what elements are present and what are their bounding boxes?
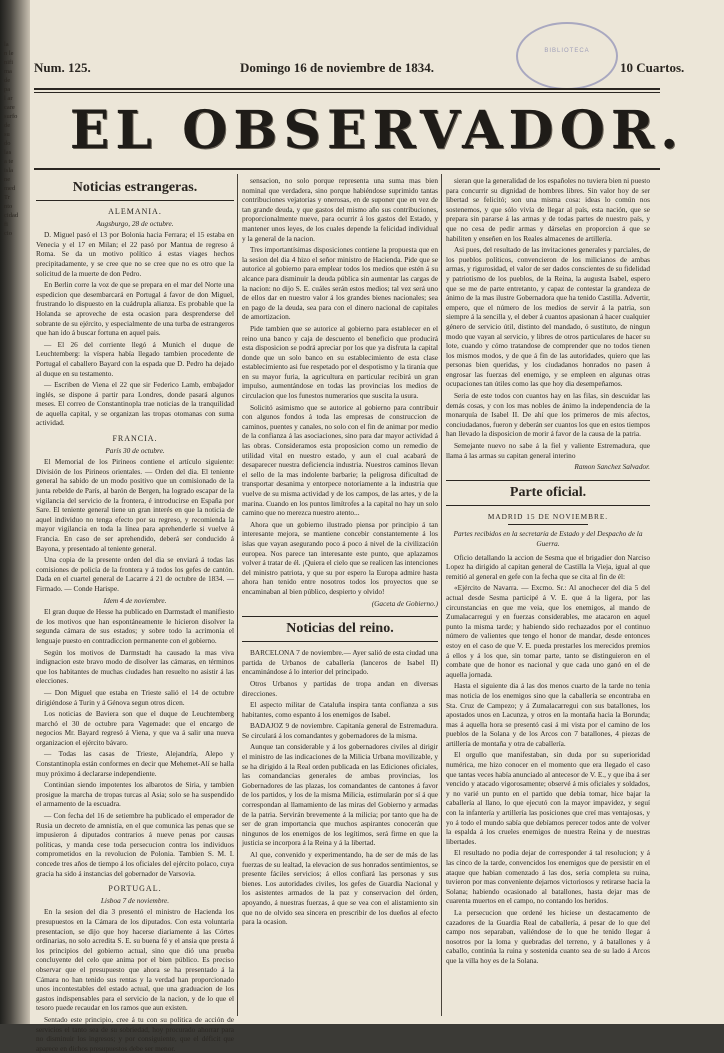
article-paragraph: El aspecto militar de Cataluña inspira tanta confianza a sus habitantes, como espanto á los enemigos de Isabel. — [242, 700, 438, 719]
article-paragraph: — El 26 del corriente llegó á Munich el duque de Leuchtemberg: la víspera había llegado tambien procedente de Portugal el caballero Bayard con la espada que D. Pedro ha dejado al duque en su testamento. — [36, 339, 234, 378]
official-lead: Partes recibidos en la secretaría de Estado y del Despacho de la Guerra. — [453, 529, 643, 548]
source-credit: (Gaceta de Gobierno.) — [371, 598, 438, 608]
section-title-foreign-news: Noticias estrangeras. — [36, 176, 234, 201]
dateline-idem: Idem 4 de noviembre. — [103, 595, 167, 605]
heading-francia: FRANCIA. — [112, 434, 158, 444]
article-paragraph: En la sesion del dia 3 presentó el ministro de Hacienda los presupuestos en la Cámara de los diputados. Con esta voluntaria presentacion, se dijo que hoy hacerse diariamente á las Córtes ordinarias, no solo acredita S. E. su buena fé y el ansia que presta á los principios del gobierno actual, sino que dió una prueba concluyente del celo que anima por el bien público. Es preciso observar que el presupuesto que ahora se ha presentado á la Cámara no han tenido sus rentas y la verdad han proporcionado unos incontestables del estado actual, que una graduacion de los gastos indispensables para el servicio de la nacion, y de lo que el tesoro puede recaudar en los ramos que aun existen. — [36, 907, 234, 1013]
issue-price: 10 Cuartos. — [620, 60, 685, 75]
issue-number: Num. 125. — [34, 60, 91, 75]
article-paragraph: El resultado no podia dejar de corresponder á tal resolucion; y á las cinco de la tarde, convencidos los enemigos que de persistir en el ataque que habian comenzado á las dos, sería completa su ruina, tuvieron por mas conveniente dejarnos victoriosos y retirarse hacia la Solana; habiendo ocasionado al batallones, hasta dejar mas de cuarenta muertos en el campo, no contando los heridos. — [446, 848, 650, 906]
masthead-bottom-rule — [34, 168, 660, 170]
signature-salvador: Ramon Sanchez Salvador. — [574, 462, 650, 472]
article-paragraph: Otros Urbanos y partidas de tropa andan en diversas direcciones. — [242, 678, 438, 698]
heading-portugal: PORTUGAL. — [108, 884, 162, 894]
dateline-lisboa: Lisboa 7 de noviembre. — [100, 895, 170, 905]
library-stamp: BIBLIOTECA — [516, 22, 618, 90]
section-title-official: Parte oficial. — [509, 484, 587, 500]
book-spine-margin — [0, 0, 30, 1024]
article-paragraph: Asi pues, del resultado de las invitaciones generales y parciales, de los pueblos políticos, convencieron de los milicianos de ambas armas, y rigurosidad, el valor de ser dados conscientes de su fidelidad y patriotismo de los pueblos, de la Reina, la augusta Isabel, espero que se me de parte entretanto, y capaz de contestar la grandeza de ánimo de la mas ilustre Gobernadora que ha tenido Castilla. Advertir, empero, que el número de los medios de servir á la patria, son siempre á la sencilla y, el deber á cuantos apasionan á hacer cualquier género de servicio útil, distinto del mandado, ó sustituto, de ningun modo que vayan al servicio, y libres de otros particulares de hacer su lote, cuando y cómo tratandose de comprender que no todos tienen los mismos modos, y de que á fin de las autoridades, quiero que las personas bien queridas, y los ciudadanos honrados no pasen á engrosar las fuerzas del enemigo, y se empleen en algunas otras ocupaciones tan útiles como las que hoy dia desempeñamos. — [446, 245, 650, 389]
article-paragraph: — Don Miguel que estaba en Trieste salió el 14 de octubre dirigiéndose á Turin y á Génova segun otros dicen. — [36, 687, 234, 707]
article-paragraph: El Memorial de los Pirineos contiene el artículo siguiente: División de los Pirineos orientales. — Orden del dia. El teniente general ha sabido de un modo positivo que un comisionado de la junta rebelde de París, al barón de Bergen, ha logrado escapar de la vigilancia del servicio de la frontera, é introducirse en España por Sare. El teniente general tiene un gran interés en que la noticia de aquel individuo no tenga efecto por su regreso, y recomienda la mayor vigilancia en toda la línea para aprehenderle si vuelve á Francia. En caso de ser aprehendido, deberá ser conducido á Bayona, y presentado al teniente general. — [36, 457, 234, 553]
article-paragraph: Los noticias de Baviera son que el duque de Leuchtemberg marchó el 30 de octubre para Vagemade: que el encargo de negocios Mr. Bayard regresó á Viena, y que va á salir una nueva organizacion el ejército bávaro. — [36, 709, 234, 747]
column-2 — [242, 176, 438, 1016]
dateline-paris: París 30 de octubre. — [105, 445, 165, 455]
column-3 — [446, 176, 650, 1016]
dateline-augsburgo: Augsburgo, 28 de octubre. — [96, 218, 174, 228]
masthead-top-rule — [34, 88, 660, 90]
dateline-madrid: MADRID 15 DE NOVIEMBRE. — [487, 511, 609, 521]
article-paragraph: Una copia de la presente orden del dia se enviará á todas las comisiones de policía de la frontera y á todos los gefes de cantón. Dada en el cuartel general de Lacarre á 21 de octubre de 1834. — Firmado. — Conde Harispe. — [36, 555, 234, 593]
article-paragraph: Pide tambien que se autorice al gobierno para establecer en el reino una banco y caja de descuento el beneficio que producirá esta disposicion se podrá apreciar por los que ya disfruta la capital donde que un solo banco en su establecimiento de esta clase establecimiento asi fue respetado por el despotismo y la tiranía que en su mayor furia, la agricultura en particular recibirá un gran impulso, aumentándose en todas las provincias los medios de circulacion que los funestos numerarios que suscita la usura. — [242, 323, 438, 401]
article-paragraph: En Berlin corre la voz de que se prepara en el mar del Norte una espedicion que desembarcará en Portugal á favor de don Miguel, frustrando lo dispuesto en la cuádrupla alianza. Es probable que la Holanda se aproveche de esta ocasion para desprenderse del sobrante de su ejército, y especialmente de una turba de estrangeros que han ido á buscar fortuna en aquel pais. — [36, 280, 234, 338]
article-paragraph: La persecucion que ordené les hiciese un destacamento de cazadores de la Guardia Real de caballería, á pesar de lo que del campo nos separaban, valiéndose de lo que he tenido llegar á nosotros por la loma y quebradas del terreno, y á batallones y á caballo, continúa la ruina y sostenida cuanto sea de su lado á Arcos que la villa hoy es de la Solana. — [446, 907, 650, 965]
article-paragraph: Al que, convenido y experimentando, ha de ser de más de las fuerzas de su lealtad, la elevacion de sus honrados sentimientos, se presente fáciles servicios; á ellos confiará las personas y sus bienes. Los autoridades civiles, los gefes de Guardia Nacional y los asistentes armados de la paz y conservacion del órden, apoyando, á nuestras fuerzas, á que se vea con el alistamiento sin que no de olvido sea sincera en prescribir de los dueños al efecto para la ocasion. — [242, 850, 438, 927]
column-1 — [36, 176, 234, 1053]
masthead-top-rule-thin — [34, 92, 660, 93]
article-paragraph: Aunque tan considerable y á los gobernadores civiles al dirigir el ministro de las indicaciones de la Milicia Urbana movilizable, y se ha dirigido á la Real orden publicada en las Ediciones oficiales, las comandancias generales de ambas provincias, los Gobernadores de las plazas, los comandantes de cantones á favor de los partidos, y los de la misma Milicia, estimularán por sí á que correspondan al llamamiento de las miras del Gobierno y armadas de la patria. Servirán brevemente á la milicia; por tanto que ha de ser de gran importancia que muchos aspirantes conocerán que ningunos de los enemigos de los legítimos, será firme en que la justicia se incorpora á la Reina y á la libertad. — [242, 742, 438, 848]
newspaper-page — [30, 0, 724, 1053]
article-paragraph: Tres importantísimas disposiciones contiene la propuesta que en la sesion del dia 4 hizo el señor ministro de Hacienda. Pide que se autorice al gobierno para emplear todos los medios que estén á su alcance para disminuir la deuda pública sin aumentar las cargas de la nacion: no dijo S. E. cuáles serán estos medios; tal vez será uno de ellos dar en nuestro valor á los grandes bienes nacionales; sea en pago de la deuda, sea para con el dinero nacional de capitales de amortizacion. — [242, 245, 438, 322]
section-title-kingdom-news: Noticias del reino. — [286, 621, 394, 637]
article-paragraph: Según los motivos de Darmstadt ha causado la mas viva indignacion este bravo modo de disolver las cámaras, en términos que los habitantes de muchas ciudades han resuelto no asistir á las elecciones. — [36, 647, 234, 686]
column-divider-2 — [441, 174, 442, 1016]
article-paragraph: Seria de este todos con cuantos hay en las filas, sin descuidar las demás cosas, y con los mas nobles de ánimo la independencia de la monarquía de Isabel II. De ahí que los primeros de mis afectos, conciudadanos, fueron y deberán ser cuantos los que en estos tiempos han llevado la disposicion de morir á favor de la causa de la patria. — [446, 391, 650, 439]
section-box-reino — [242, 616, 438, 642]
article-paragraph: Continúan siendo impotentes los albarotos de Siria, y tambien prosigue la marcha de tropas turcas al Asia; solo se ha suspendido el armamento de la escuadra. — [36, 780, 234, 809]
article-paragraph: Hasta el siguiente dia á las dos menos cuarto de la tarde no tenia mas noticia de los enemigos sino que la caballería se encontraba en Sta. Cruz de Campezo; y á Zumalacarregui con sus batallones, los apostados unos en Lacunza, y otros en la montaña hacia la Borunda; mas á aquella hora se presentó casi á mi vista por el camino de los pueblos de la Solana y de los Arcos con 7 batallones, 4 piezas de artillería de montaña y otra de caballería. — [446, 681, 650, 748]
article-paragraph: BARCELONA 7 de noviembre.— Ayer salió de esta ciudad una partida de Urbanos de caballería (lanceros de Isabel II) encaminándose á lo interior del principado. — [242, 648, 438, 677]
article-paragraph: «Ejército de Navarra. — Excmo. Sr.: Al anochecer del dia 5 del actual desde Sesma participé á V. E. que á la ligera, por las circunstancias en que me veia, que los enemigos, al mando de Zumalacarregui y en fuerzas considerables, me atacaron en aquel punto la misma tarde; y habiendo sido rechazados por el continuo número de valientes que tengo el honor de mandar, desde entonces estoy en el caso de que V. E. pueda prestarles los merecidos premios á ellos y á los que, sin tomar parte, tanto se distinguieron en el combate que de honor es nacional y que cada uno ganó en el de aquella jornada. — [446, 583, 650, 679]
issue-date: Domingo 16 de noviembre de 1834. — [240, 60, 435, 75]
article-paragraph: — Con fecha del 16 de setiembre ha publicado el emperador de Rusia un decreto de amnistía, en el que comunica las penas que se impusieron á diputados contrarios á nueve penas por causas políticas, y manda cese toda persecucion contra los individuos comprometidos en la revolucion de Polonia. Tambien S. M. I. concede tres años de tiempo á los oficiales del ejército polaco, cuya gracia ha sido á instancias del gobernador de Varsovia. — [36, 811, 234, 878]
article-paragraph: El gran duque de Hesse ha publicado en Darmstadt el manifiesto de los motivos que han espontáneamente le hicieron disolver la segunda cámara de sus estados; y sobre todo la acrimonia el lenguaje puesto en contradiccion permanente con el gobierno. — [36, 607, 234, 645]
masthead-row — [30, 48, 724, 82]
article-paragraph: Ahora que un gobierno ilustrado piensa por principio á tan interesante mejora, se mantiene concebir constantemente á los islas que vayan asegurando poco á poco á nivel de la civilización europea. Nos parece tan interesante este punto, que aplazamos volver á tratar de él. ¡Quiera el cielo que se realicen las intenciones del ministro patriota, y que su por espero la Europa admire hasta ahora han tenido entre nosotros todos los proyectos que se encaminaban al bien público, despierto y olvido! — [242, 519, 438, 596]
column-divider-1 — [237, 174, 238, 1016]
article-paragraph: Semejante nuevo no sabe á la fiel y valiente Estremadura, que llama á las armas su capitan general interino — [446, 441, 650, 460]
article-paragraph: BADAJOZ 9 de noviembre. Capitanía general de Estremadura. Se circulará á los comandantes y gobernadores de la misma. — [242, 721, 438, 740]
article-paragraph: Solicitó asimismo que se autorice al gobierno para contribuir con algunos fondos á toda las empresas de construccion de caminos, puentes y canales, no solo con el fin de animar por medio de la confianza á las asociaciones, sino para dar mayor actividad á las obras. Consideramos esta proposicion como un remedio de utilidad vital en nuestro estado, y aun el cual acabará de desaparecer nuestra deficiencia industria. Nuestros caminos llevan el sello de la mas indolente barbarie; la peligrosa dificultad de transportar desanima y entorpece notoriamente a la industria que vuelve de su misma actividad y de los campos, de las artes, y de la marina. Cuando en los puntos limítrofes a la capital no hay un solo camino que no merezca nuestro atento... — [242, 402, 438, 518]
heading-alemania: ALEMANIA. — [108, 207, 162, 216]
newspaper-title: EL OBSERVADOR. — [69, 100, 685, 161]
article-paragraph: — Todas las casas de Trieste, Alejandría, Alepo y Constantinopla están conformes en decir que Mehemet-Alí se halla muy próximo á declararse independiente. — [36, 749, 234, 778]
article-paragraph: Sentado este principio, cree á tu con su política de acción de servicios el tanto sea de su sobriedad, hoy procurado ahorrar para no disminuir los ingresos; y por consiguiente, que el déficit que aparece en dichos presupuestos debe ser menor. — [36, 1014, 234, 1053]
article-paragraph: D. Miguel pasó el 13 por Bolonia hacia Ferrara; el 15 estaba en Venecia y el 17 en Milan; el 22 pasó por Mantua de regreso á Roma. Se da un motivo político á estas viages hechos precipitadamente, y se cree que no se cree que no es otro que la solicitud de la muerte de don Pedro. — [36, 230, 234, 278]
article-paragraph: El orgullo que manifestaban, sin duda por su superioridad numérica, me hizo conocer en el momento que era llegado el caso que tantas veces había anunciado al antecesor de V. E., y que iba á ser vencido y atacado vigorosamente; observé á mis oficiales y soldados, y no varié un punto en el partido que debía tomar, hice bajar la caballería al llano, lo que ejecutó con la mayor impavidez, y seguí con la infantería y artillería las posiciones que creí mas ventajosas, y yo á todo el mundo sabía que debíamos perecer todos ante de volver la espalda á los crueles enemigos de nuestra Reina y de nuestras libertades. — [446, 750, 650, 846]
article-paragraph: sensacion, no solo porque representa una suma mas bien nominal que verdadera, sino porque habiéndose suprimido tantas contribuciones vejatorias y onerosas, en de suponer que en vez de tan grande deuda, y que gastos del mismo año sus contribuciones, proporcionalmente nueve, para ocurrir á los gastos del Estado, y mantener unos leyes, de los cuales depende la felicidad individual y la general de la nacion. — [242, 176, 438, 243]
adjacent-page-text: la n le nifi ma de pa l ar care surfo de su do las a te isla ne med Tr nto cidad fi cio — [4, 41, 19, 237]
article-paragraph: — Escriben de Viena el 22 que sir Federico Lamb, embajador inglés, se dispone á partir para Londres, donde pasará algunos meses. El correo de Constantinopla trae noticias de la tranquilidad de aquella capital, y se organizan las tropas otomanas con suma actividad. — [36, 380, 234, 428]
short-divider — [508, 524, 588, 525]
article-paragraph: sieran que la generalidad de los españoles no tuviera bien ni puesto para concurrir su dignidad de hombres libres. Sin valor hoy de ser libertad se felicitó; son una misma cosa: ideas lo común nos sostenemos, y que sólo vivía de llegar al país, esta nación, que se prepara sin pararse á las armas y de todas partes de nuestro país, y que no cesa de pedir armas y dárselas en proporcion á que se habiliten y enseñen en los Reales almacenes de artillería. — [446, 176, 650, 243]
article-paragraph: Oficio detallando la accion de Sesma que el brigadier don Narciso Lopez ha dirigido al capitan general de Castilla la Vieja, igual al que remitió al general en gefe con la fecha que se cita al fin de él: — [446, 552, 650, 581]
section-box-oficial — [446, 480, 650, 506]
